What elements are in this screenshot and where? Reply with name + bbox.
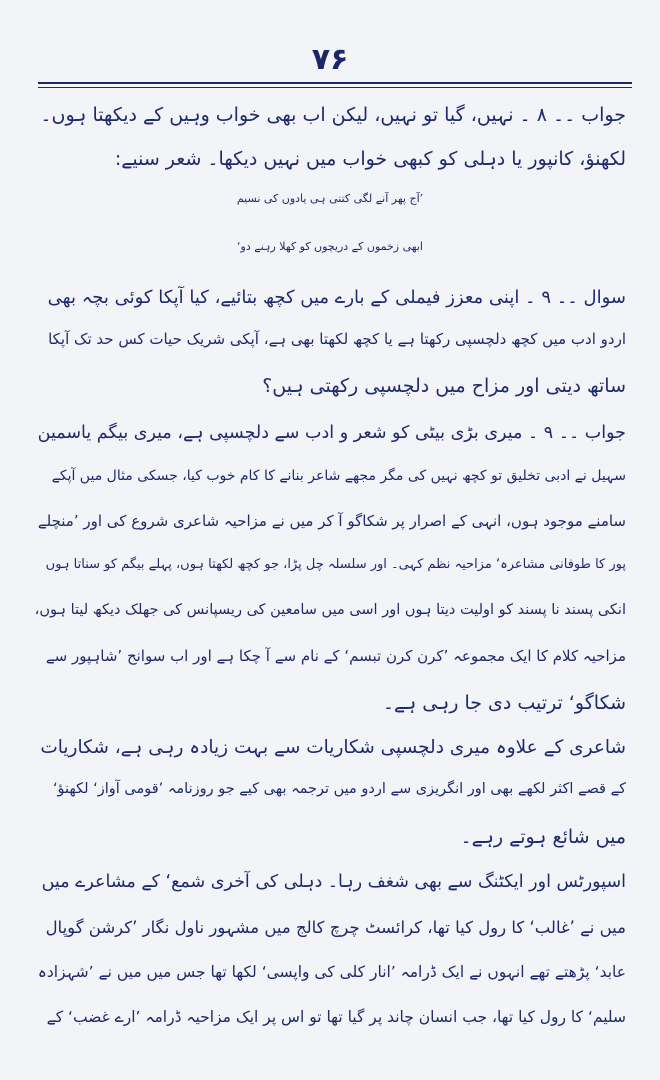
- text-line: مزاحیہ کلام کا ایک مجموعہ ’کرن کرن تبسم‘ کے نام سے آ چکا ہے اور اب سوانح ’شاہپور سے: [45, 647, 626, 665]
- text-line: اردو ادب میں کچھ دلچسپی رکھتا ہے یا کچھ لکھتا بھی ہے، آپکی شریک حیات کس حد تک آپکا: [48, 330, 626, 348]
- text-line: عابد‘ پڑھتے تھے انہوں نے ایک ڈرامہ ’انار کلی کی واپسی‘ لکھا تھا جس میں میں نے ’شہزادہ: [37, 963, 626, 981]
- text-line: لکھنؤ، کانپور یا دہلی کو کبھی خواب میں نہیں دیکھا۔ شعر سنیے:: [114, 148, 626, 170]
- text-line: شاعری کے علاوہ میری دلچسپی شکاریات سے بہت زیادہ رہی ہے، شکاریات: [40, 737, 626, 758]
- text-line: جواب ۔۔ ۹ ۔ میری بڑی بیٹی کو شعر و ادب سے دلچسپی ہے، میری بیگم یاسمین: [37, 423, 626, 443]
- text-line: شکاگو‘ ترتیب دی جا رہی ہے۔: [382, 692, 626, 714]
- verse-line: ’آج پھر آنے لگی کتنی ہی یادوں کی نسیم: [236, 192, 424, 205]
- header-rule-thin: [38, 87, 632, 88]
- text-line: میں نے ’غالب‘ کا رول کیا تھا، کرائسٹ چرچ کالج میں مشہور ناول نگار ’کرشن گوپال: [45, 918, 626, 937]
- text-line: میں شائع ہوتے رہے۔: [460, 826, 626, 848]
- text-line: ساتھ دیتی اور مزاح میں دلچسپی رکھتی ہیں؟: [262, 375, 626, 397]
- verse-line: ابھی زخموں کے دریچوں کو کھلا رہنے دو‘: [237, 240, 423, 253]
- text-line: سلیم‘ کا رول کیا تھا، جب انسان چاند پر گیا تھا تو اس پر ایک مزاحیہ ڈرامہ ’ارے غضب‘ کے: [46, 1008, 626, 1026]
- text-line: پور کا طوفانی مشاعرہ‘ مزاحیہ نظم کہی۔ اور سلسلہ چل پڑا، جو کچھ لکھتا ہوں، پہلے بیگم کو سناتا ہوں: [45, 557, 626, 572]
- text-line: جواب ۔۔ ۸ ۔ نہیں، گیا تو نہیں، لیکن اب بھی خواب وہیں کے دیکھتا ہوں۔: [40, 104, 626, 126]
- text-line: اسپورٹس اور ایکٹنگ سے بھی شغف رہا۔ دہلی کی آخری شمع‘ کے مشاعرے میں: [41, 872, 626, 892]
- text-line: سہیل نے ادبی تخلیق تو کچھ نہیں کی مگر مجھے شاعر بنانے کا کام خوب کیا، جسکی مثال میں آپکے: [51, 468, 626, 484]
- page-number: ۷۶: [311, 42, 349, 77]
- text-line: سامنے موجود ہوں، انہی کے اصرار پر شکاگو آ کر میں نے مزاحیہ شاعری شروع کی اور ’منچلے: [37, 512, 626, 530]
- header-rule: [38, 82, 632, 84]
- text-line: سوال ۔۔ ۹ ۔ اپنی معزز فیملی کے بارے میں کچھ بتائیے، کیا آپکا کوئی بچہ بھی: [47, 287, 626, 308]
- text-line: انکی پسند نا پسند کو اولیت دیتا ہوں اور اسی میں سامعین کی ریسپانس کی جھلک دیکھ لیتا ہوں،: [34, 602, 626, 618]
- text-line: کے قصے اکثر لکھے بھی اور انگریزی سے اردو میں ترجمہ بھی کیے جو روزنامہ ’قومی آواز‘ لکھنؤ‘: [52, 781, 626, 797]
